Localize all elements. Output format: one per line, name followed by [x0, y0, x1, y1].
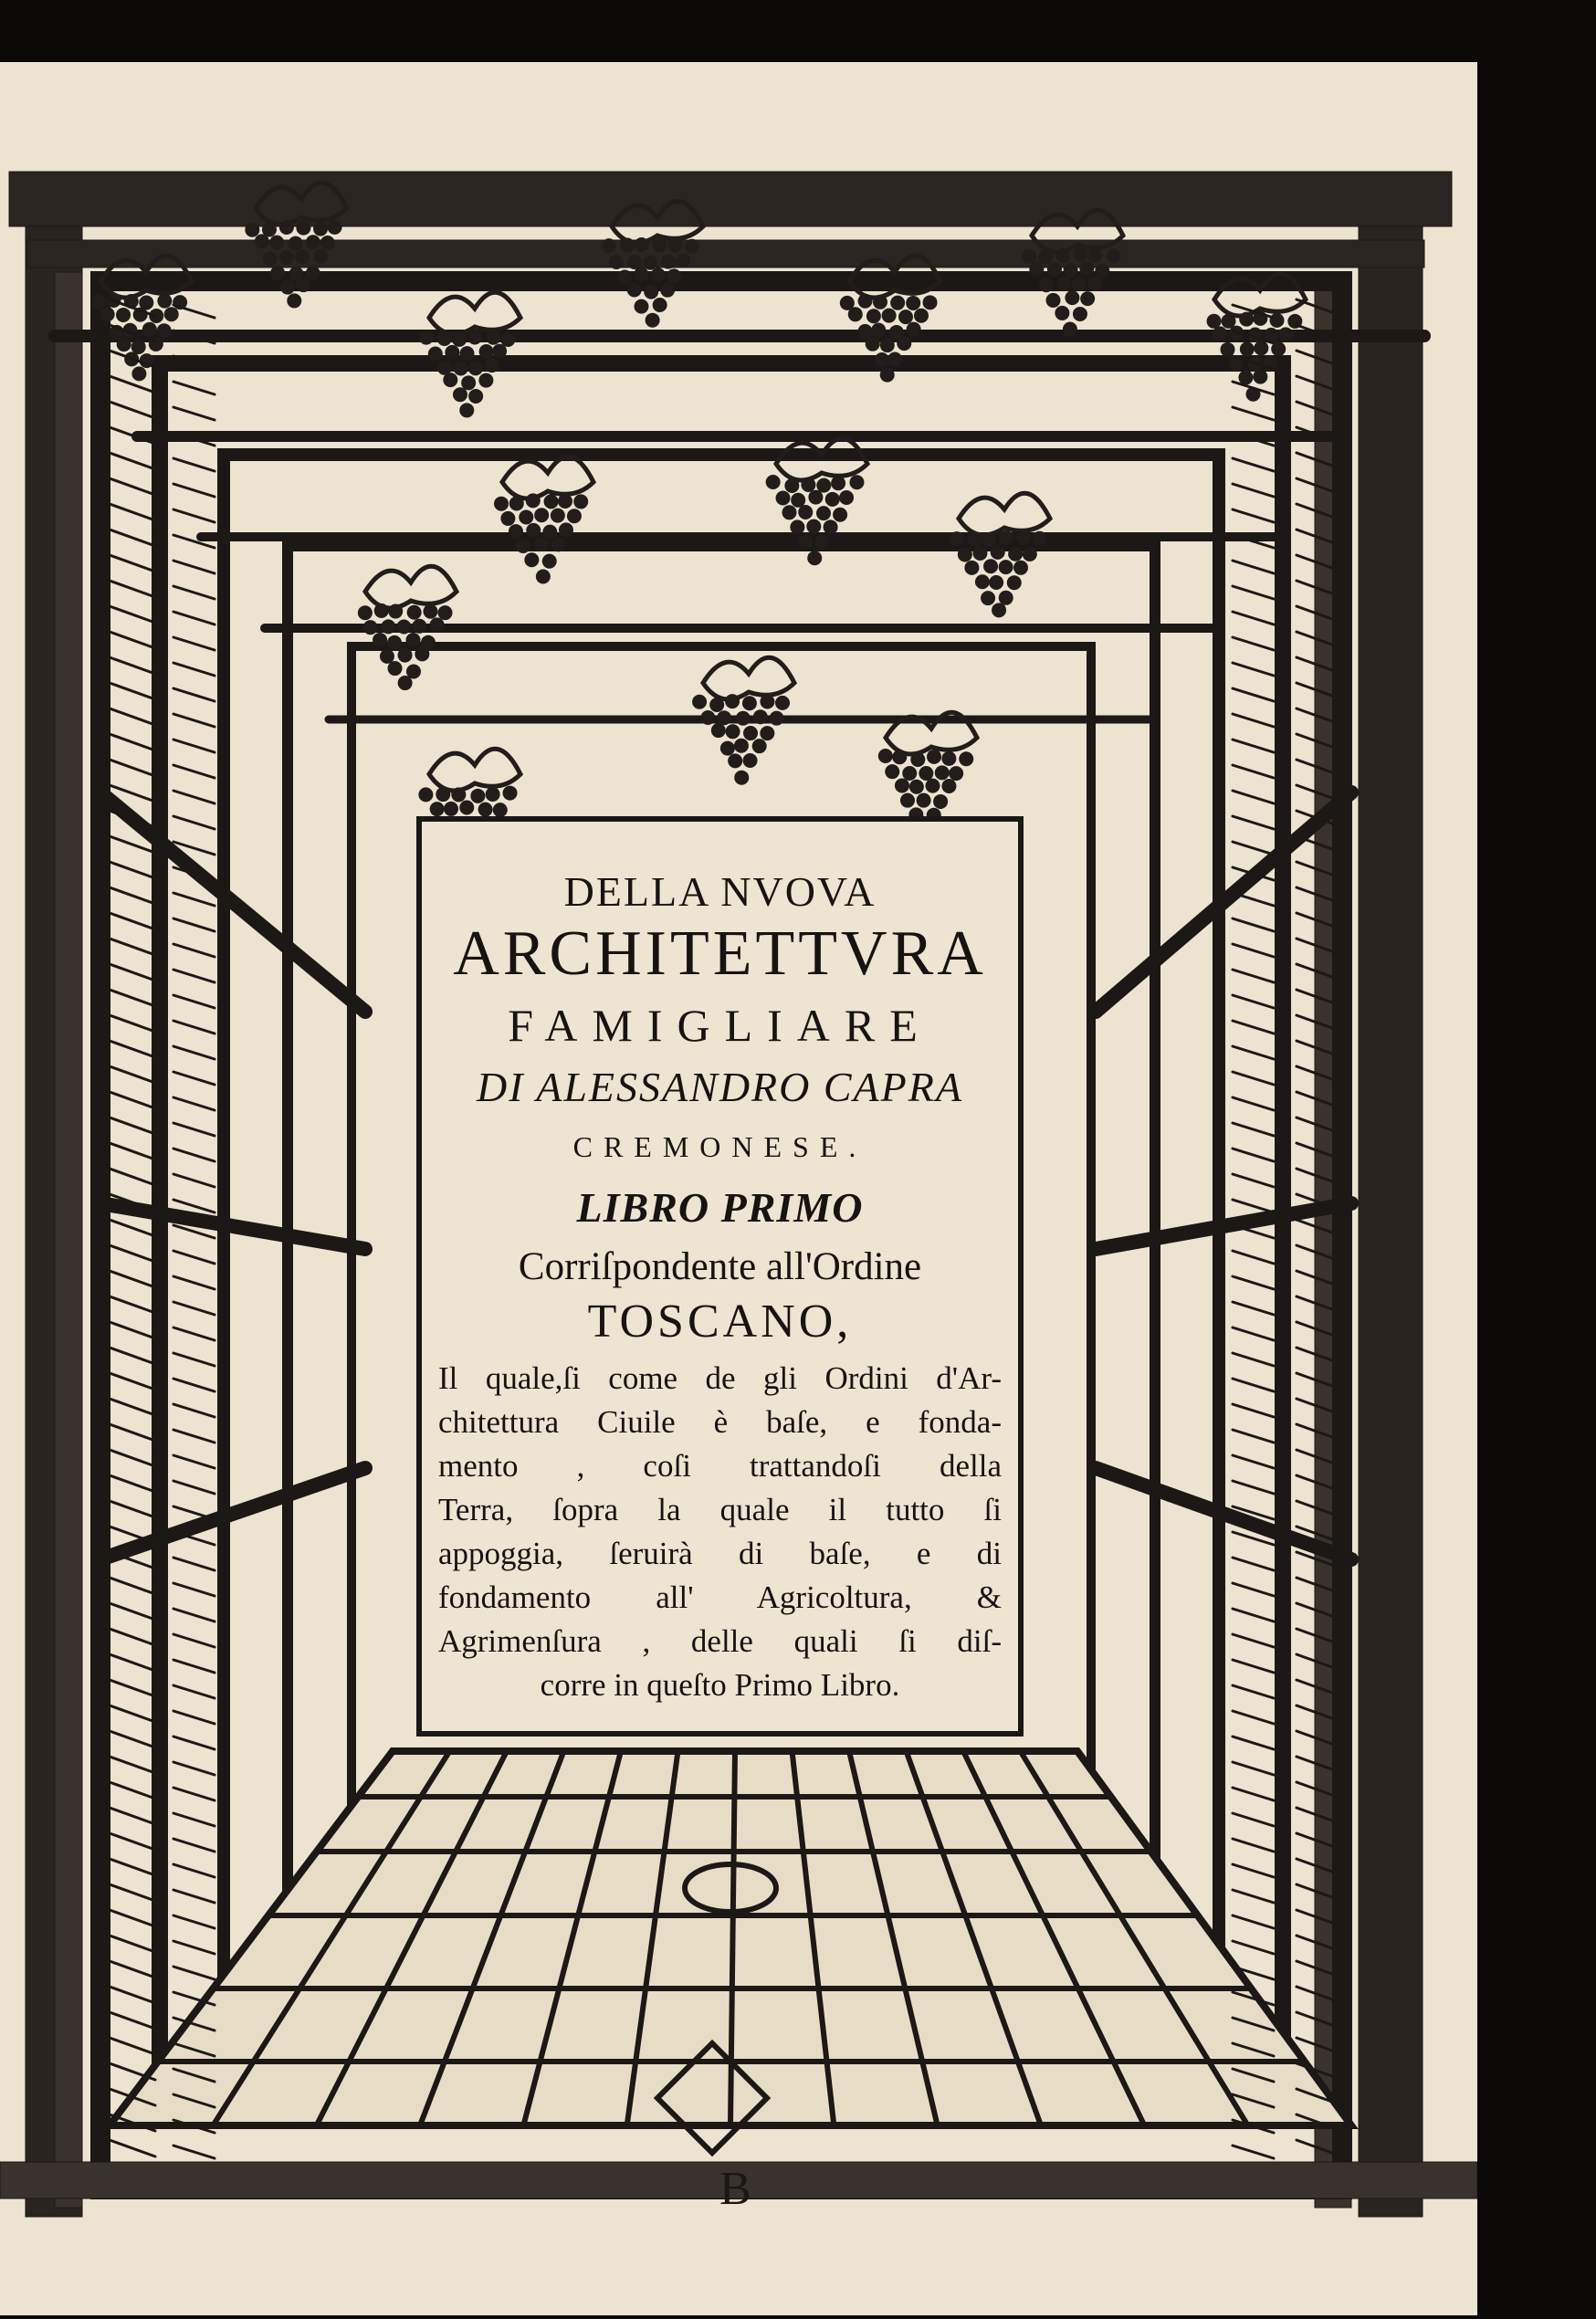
- body-line: Il quale,ſi come de gli Ordini d'Ar-: [438, 1360, 1002, 1396]
- correspondence-line: Corriſpondente all'Ordine: [518, 1245, 922, 1288]
- body-line: Terra, ſopra la quale il tutto ſi: [438, 1492, 1002, 1527]
- body-line: appoggia, ſeruirà di baſe, e di: [438, 1536, 1002, 1571]
- body-line: Agrimenſura , delle quali ſi diſ-: [438, 1623, 1002, 1659]
- body-line: mento , coſi trattandoſi della: [438, 1448, 1002, 1484]
- title-page: [0, 62, 1477, 2315]
- title-line-3: FAMIGLIARE: [508, 1000, 932, 1051]
- body-line: chitettura Ciuile è baſe, e fonda-: [438, 1404, 1002, 1440]
- body-line: corre in queſto Primo Libro.: [540, 1667, 900, 1703]
- title-line-2: ARCHITETTVRA: [453, 918, 987, 989]
- author-line: DI ALESSANDRO CAPRA: [477, 1064, 963, 1110]
- order-line: TOSCANO,: [587, 1296, 853, 1348]
- origin-line: CREMONESE.: [572, 1130, 867, 1163]
- signature-mark: B: [719, 2163, 751, 2215]
- title-line-1: DELLA NVOVA: [563, 868, 877, 915]
- book-line: LIBRO PRIMO: [576, 1184, 864, 1231]
- title-cartouche: [416, 816, 1024, 1737]
- body-line: fondamento all' Agricoltura, &: [438, 1579, 1002, 1615]
